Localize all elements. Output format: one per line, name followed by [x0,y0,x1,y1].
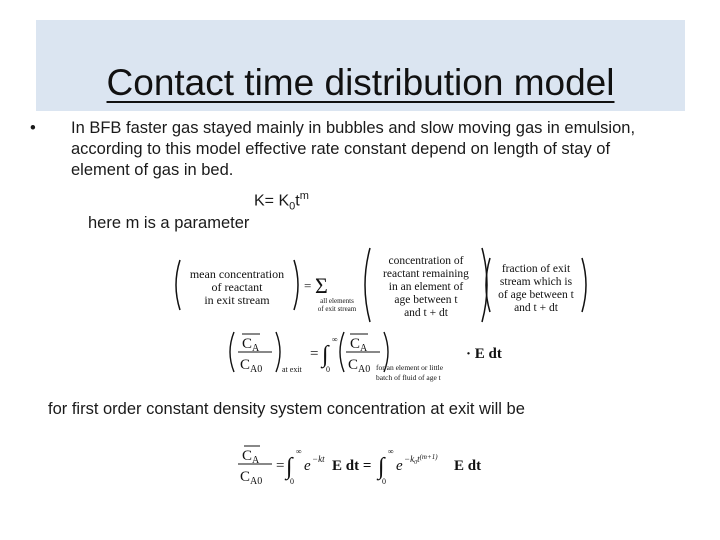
eq2-ca-sub-b: A [360,343,368,354]
eq3-exp-2-sup: (m+1) [419,453,438,461]
slide-title: Contact time distribution model [106,62,615,103]
svg-text:CA0 [348,357,370,375]
equation-first-order [232,440,502,492]
eq2-upper: ∞ [332,335,338,344]
eq2-lower: 0 [326,365,330,374]
svg-text:CA0 [240,357,262,375]
eq2-integral: ∫ [322,342,329,368]
eq3-upper-2: ∞ [388,447,394,456]
bullet-text: In BFB faster gas stayed mainly in bubbles and slow moving gas in emulsion, according to this model effective rate constant depend on length of stay of element of gas in bed. [71,119,636,179]
svg-text:CA0 [240,469,262,487]
eq1-sum-under-2: of exit stream [317,305,357,313]
first-order-sentence: for first order constant density system concentration at exit will be [48,400,525,418]
eq3-exp-2-sub: 0 [414,460,418,466]
svg-text:CA [242,336,260,354]
rate-constant-formula [254,190,309,213]
eq3-ca0: C [240,469,251,485]
eq3-ca-sub: A [252,455,260,466]
eq3-lower-2: 0 [382,477,386,486]
eq2-ca0-b: C [348,357,359,373]
title-banner [36,20,685,111]
eq1-mid-line2: reactant remaining [383,268,469,280]
equation-integral [226,328,526,384]
eq2-note-2: batch of fluid of age t [376,373,441,382]
eq3-upper-1: ∞ [296,447,302,456]
eq2-note-1: for an element or little [376,363,444,372]
parameter-note: here m is a parameter [88,214,250,232]
formula-k-sup: m [299,190,309,202]
svg-text:CA [242,448,260,466]
eq1-rhs-line3: of age between t [498,289,574,301]
eq3-integral-2: ∫ [378,454,385,480]
eq1-lhs-line1: mean concentration [189,267,285,281]
equation-verbal [170,246,600,324]
eq2-tail: · E dt [466,346,502,362]
eq1-rhs-line1: fraction of exit [501,263,571,275]
svg-text:CA [350,336,368,354]
formula-k-sub: 0 [289,200,296,213]
eq3-tail-2: E dt [454,458,482,474]
eq1-mid-line1: concentration of [388,255,464,267]
eq2-ca-b: C [350,336,361,352]
eq3-ca0-sub: A0 [250,476,263,487]
eq3-integral-1: ∫ [286,454,293,480]
eq3-tail-1: E dt = [332,458,372,474]
eq2-equals: = [310,346,319,362]
eq1-mid-line4: age between t [394,294,458,306]
eq2-ca: C [242,336,253,352]
eq3-equals-1: = [276,458,285,474]
formula-k-lhs: K= K [254,192,290,210]
eq2-at-exit: at exit [282,365,302,374]
eq1-mid-line5: and t + dt [404,307,448,319]
eq3-e-1: e [304,458,311,474]
eq2-ca0: C [240,357,251,373]
eq2-ca0-sub: A0 [250,364,263,375]
eq1-lhs-line2: of reactant [211,280,263,294]
bullet-marker: • [30,119,36,137]
eq3-e-2: e [396,458,403,474]
eq3-exp-1: −kt [312,454,325,464]
svg-text:−k0t(m+1) [404,453,438,466]
eq2-ca0-sub-b: A0 [358,364,371,375]
eq1-sigma: Σ [315,273,328,298]
eq1-lhs-line3: in exit stream [204,293,270,307]
eq3-exp-2-rest: t [417,454,420,464]
eq1-equals: = [304,278,312,293]
eq2-ca-sub: A [252,343,260,354]
formula-k-t: t [295,192,300,210]
eq1-rhs-line4: and t + dt [514,302,558,314]
eq1-mid-line3: in an element of [388,281,464,293]
eq3-lower-1: 0 [290,477,294,486]
eq1-rhs-line2: stream which is [499,276,573,288]
eq1-sum-under-1: all elements [320,297,354,305]
eq3-exp-2: −k [404,454,415,464]
eq3-ca: C [242,448,253,464]
